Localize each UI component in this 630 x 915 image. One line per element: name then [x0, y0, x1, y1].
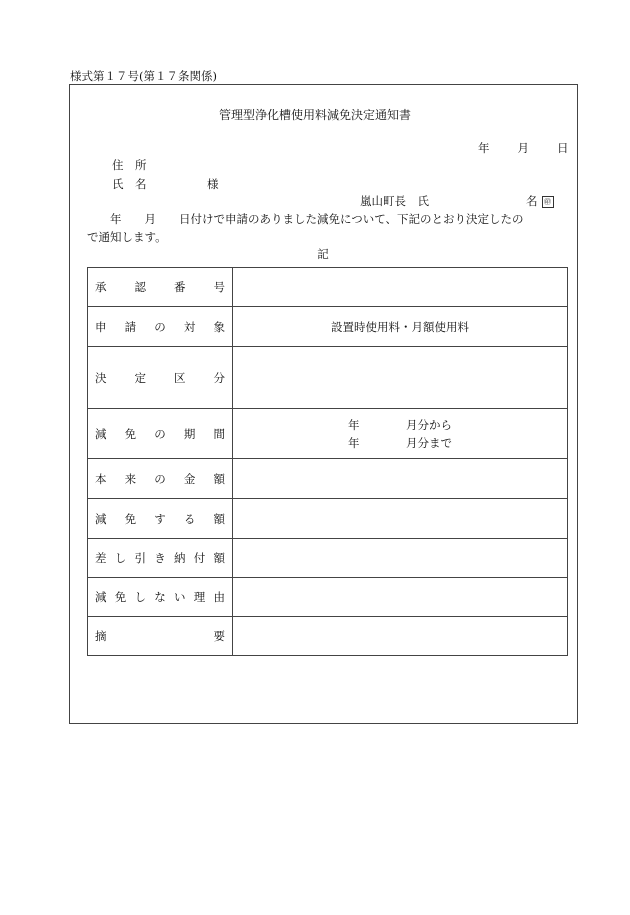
- row-decision-category: [88, 347, 568, 409]
- period-line: [348, 434, 452, 452]
- address-label: 住 所: [112, 158, 147, 172]
- approval-number-label: 承 認 番 号: [95, 280, 225, 294]
- row-net-payment: [88, 539, 568, 578]
- issuer-name-suffix: 名: [526, 194, 538, 208]
- net-payment-value[interactable]: [233, 539, 568, 578]
- row-exemption-period: [88, 409, 568, 459]
- body-line-2: で通知します。: [87, 230, 167, 244]
- date-day: 日: [557, 141, 569, 155]
- decision-category-value[interactable]: [233, 347, 568, 409]
- row-exemption-amount: [88, 499, 568, 539]
- row-remarks: [88, 617, 568, 656]
- issuer-name: [526, 193, 554, 209]
- date-year: 年: [478, 141, 490, 155]
- period-year: 年: [348, 417, 360, 432]
- non-exemption-reason-value[interactable]: [233, 578, 568, 617]
- decision-category-label: 決 定 区 分: [95, 370, 225, 385]
- exemption-amount-value[interactable]: [233, 499, 568, 539]
- ki-heading: 記: [317, 247, 329, 261]
- application-target-label: 申 請 の 対 象: [95, 319, 225, 334]
- decision-category-label-cell: [88, 347, 233, 409]
- body-line-1: 年 月 日付けで申請のありました減免について、下記のとおり決定したの: [87, 212, 524, 226]
- period-line: [348, 416, 452, 434]
- form-number: 様式第１７号(第１７条関係): [70, 69, 217, 83]
- original-amount-label-cell: [88, 459, 233, 499]
- row-non-exemption-reason: [88, 578, 568, 617]
- date-line: [478, 140, 569, 156]
- exemption-amount-label: 減 免 す る 額: [95, 511, 225, 526]
- application-target-label-cell: [88, 307, 233, 347]
- date-month: 月: [517, 141, 529, 155]
- approval-number-value[interactable]: [233, 268, 568, 307]
- name-label: 氏 名: [112, 177, 147, 191]
- period-month: 月分まで: [406, 435, 452, 450]
- net-payment-label-cell: [88, 539, 233, 578]
- period-year: 年: [348, 435, 360, 450]
- issuer-title: 嵐山町長 氏: [360, 194, 429, 208]
- approval-number-label-cell: [88, 268, 233, 307]
- row-application-target: [88, 307, 568, 347]
- period-lines: [348, 416, 452, 452]
- non-exemption-reason-label-cell: [88, 578, 233, 617]
- row-approval-number: [88, 268, 568, 307]
- original-amount-label: 本 来 の 金 額: [95, 471, 225, 486]
- remarks-value[interactable]: [233, 617, 568, 656]
- honorific: 様: [207, 177, 219, 191]
- net-payment-label: 差 し 引 き 納 付 額: [95, 551, 225, 565]
- original-amount-value[interactable]: [233, 459, 568, 499]
- period-month: 月分から: [406, 417, 452, 432]
- remarks-label: 摘 要: [95, 629, 225, 643]
- exemption-period-label: 減 免 の 期 間: [95, 426, 225, 441]
- detail-table: [87, 267, 568, 656]
- seal-icon: ㊞: [542, 196, 554, 208]
- exemption-amount-label-cell: [88, 499, 233, 539]
- exemption-period-value[interactable]: [233, 409, 568, 459]
- application-target-value[interactable]: 設置時使用料・月額使用料: [233, 307, 568, 347]
- remarks-label-cell: [88, 617, 233, 656]
- row-original-amount: [88, 459, 568, 499]
- document-title: 管理型浄化槽使用料減免決定通知書: [218, 108, 411, 122]
- exemption-period-label-cell: [88, 409, 233, 459]
- non-exemption-reason-label: 減 免 し な い 理 由: [95, 590, 225, 604]
